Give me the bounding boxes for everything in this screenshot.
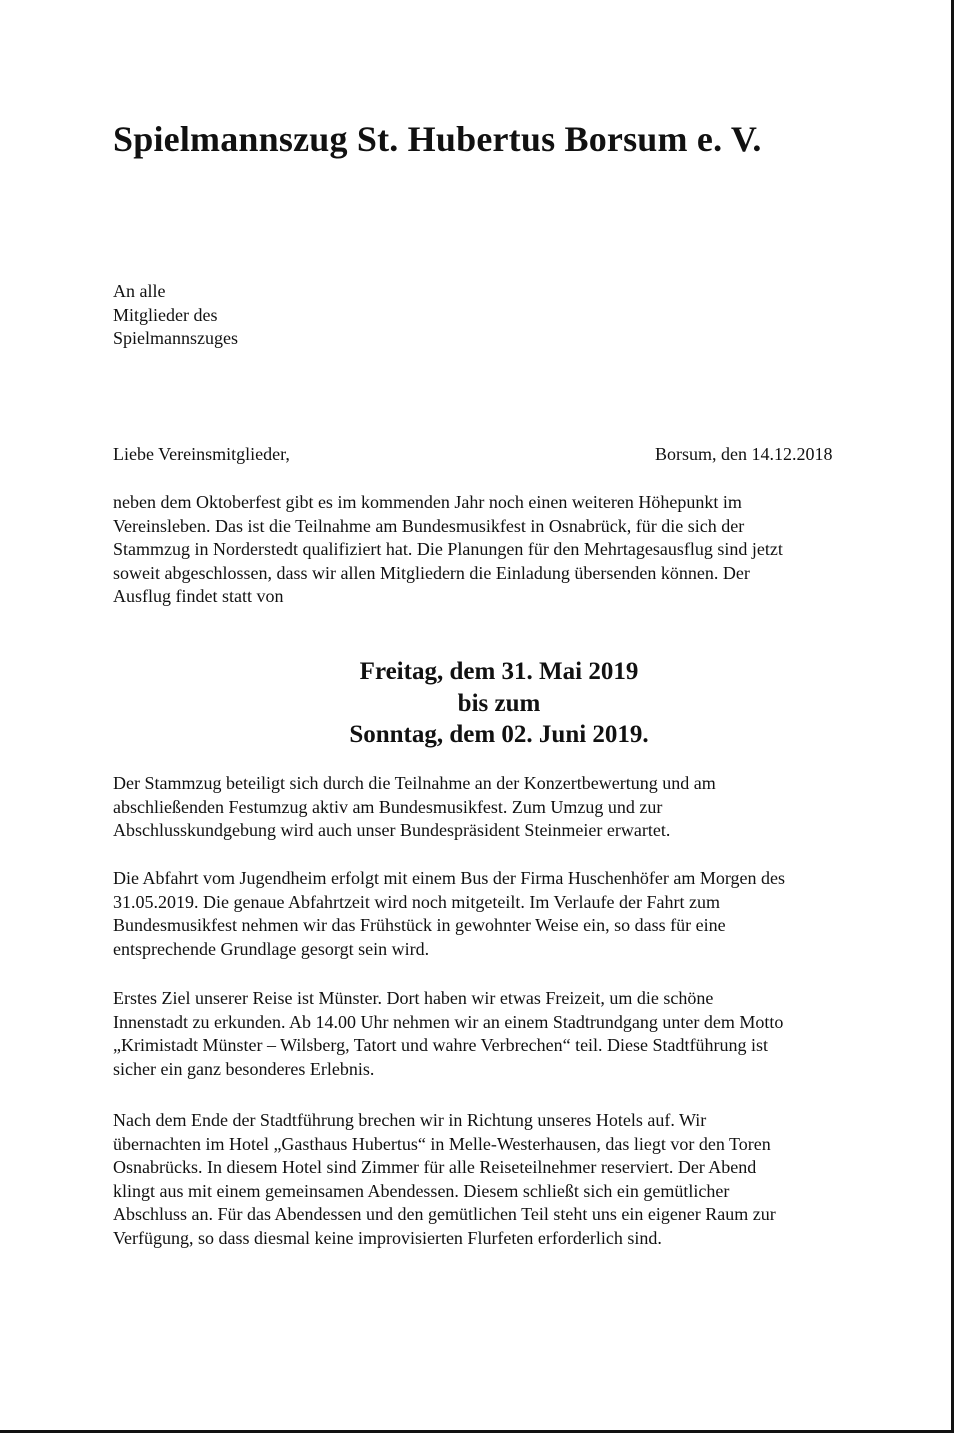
trip-dates-connector: bis zum <box>457 689 541 717</box>
text-line: entsprechende Grundlage gesorgt sein wird. <box>113 938 430 959</box>
text-line: Innenstadt zu erkunden. Ab 14.00 Uhr nehmen wir an einem Stadtrundgang unter dem Motto <box>113 1011 784 1032</box>
trip-dates <box>113 656 885 751</box>
address-line: Mitglieder des <box>113 304 218 325</box>
text-line: abschließenden Festumzug aktiv am Bundesmusikfest. Zum Umzug und zur <box>113 796 663 817</box>
text-line: klingt aus mit einem gemeinsamen Abendessen. Diesem schließt sich ein gemütlicher <box>113 1180 730 1201</box>
text-line: „Krimistadt Münster – Wilsberg, Tatort und wahre Verbrechen“ teil. Diese Stadtführung ist <box>113 1035 769 1055</box>
text-line: Abschlusskundgebung wird auch unser Bundespräsident Steinmeier erwartet. <box>113 820 671 840</box>
paragraph-festival <box>113 772 883 843</box>
text-line: Ausflug findet statt von <box>113 586 284 606</box>
recipient-address <box>113 280 238 351</box>
text-line: übernachten im Hotel „Gasthaus Hubertus“ in Melle-Westerhausen, das liegt vor den Toren <box>113 1133 771 1154</box>
paragraph-muenster <box>113 987 883 1081</box>
letter-title: Spielmannszug St. Hubertus Borsum e. V. <box>113 119 762 159</box>
text-line: Nach dem Ende der Stadtführung brechen wir in Richtung unseres Hotels auf. Wir <box>113 1110 707 1130</box>
salutation: Liebe Vereinsmitglieder, <box>113 444 290 464</box>
address-line: Spielmannszuges <box>113 328 238 348</box>
address-line: An alle <box>113 281 166 301</box>
paragraph-hotel <box>113 1109 883 1250</box>
text-line: 31.05.2019. Die genaue Abfahrtzeit wird noch mitgeteilt. Im Verlaufe der Fahrt zum <box>113 891 720 912</box>
text-line: neben dem Oktoberfest gibt es im kommenden Jahr noch einen weiteren Höhepunkt im <box>113 492 742 512</box>
text-line: Vereinsleben. Das ist die Teilnahme am Bundesmusikfest in Osnabrück, für die sich der <box>113 515 745 536</box>
intro-paragraph <box>113 491 883 609</box>
text-line: Bundesmusikfest nehmen wir das Frühstück in gewohnter Weise ein, so dass für eine <box>113 915 726 935</box>
text-line: Der Stammzug beteiligt sich durch die Teilnahme an der Konzertbewertung und am <box>113 773 716 793</box>
text-line: soweit abgeschlossen, dass wir allen Mitgliedern die Einladung übersenden können. Der <box>113 562 750 583</box>
text-line: Abschluss an. Für das Abendessen und den gemütlichen Teil steht uns ein eigener Raum zur <box>113 1204 776 1224</box>
text-line: Verfügung, so dass diesmal keine improvisierten Flurfeten erforderlich sind. <box>113 1227 662 1248</box>
trip-start-date: Freitag, dem 31. Mai 2019 <box>359 658 639 685</box>
text-line: Erstes Ziel unserer Reise ist Münster. Dort haben wir etwas Freizeit, um die schöne <box>113 988 714 1008</box>
text-line: sicher ein ganz besonderes Erlebnis. <box>113 1058 375 1079</box>
text-line: Stammzug in Norderstedt qualifiziert hat. Die Planungen für den Mehrtagesausflug sind jetzt <box>113 539 783 559</box>
text-line: Die Abfahrt vom Jugendheim erfolgt mit einem Bus der Firma Huschenhöfer am Morgen des <box>113 868 786 888</box>
letter-date: Borsum, den 14.12.2018 <box>655 444 833 464</box>
paragraph-departure <box>113 867 883 961</box>
trip-end-date: Sonntag, dem 02. Juni 2019. <box>349 721 649 748</box>
text-line: Osnabrücks. In diesem Hotel sind Zimmer für alle Reiseteilnehmer reserviert. Der Abend <box>113 1157 757 1177</box>
